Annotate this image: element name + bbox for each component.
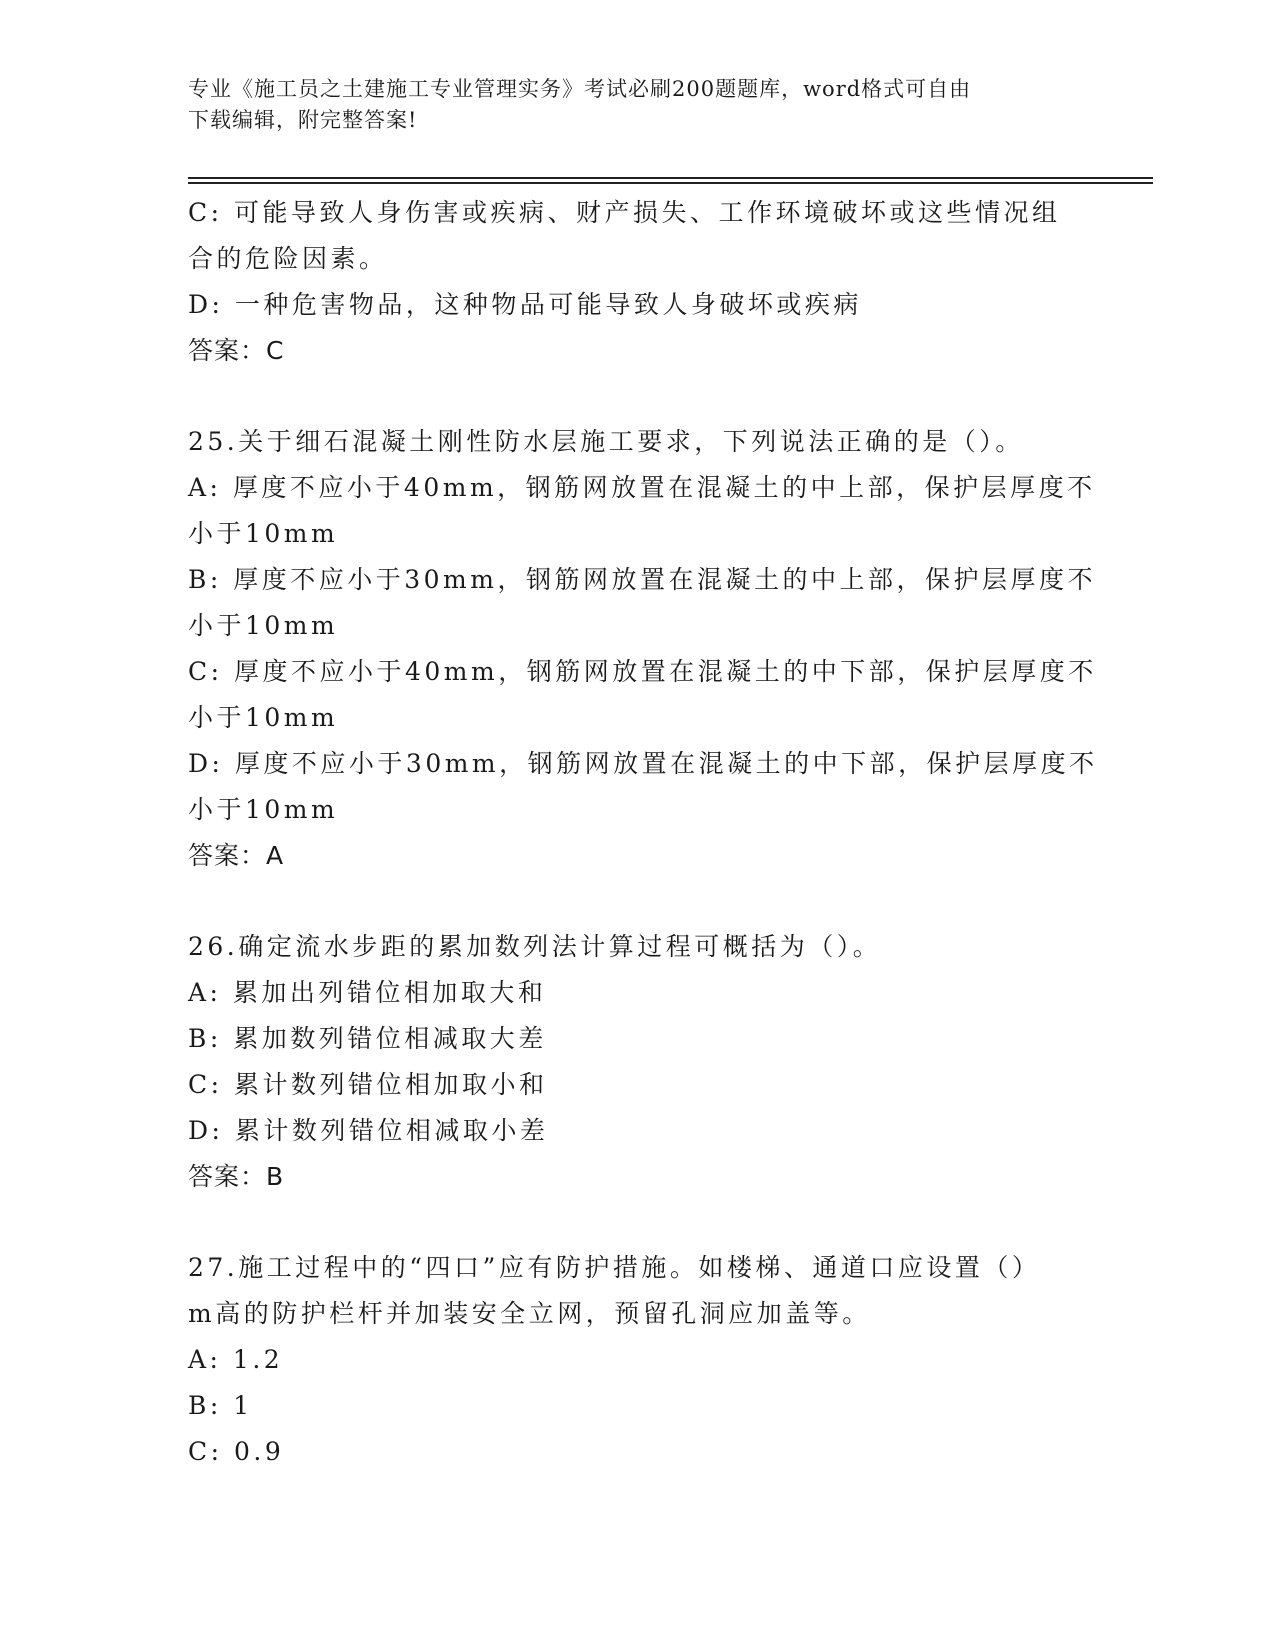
header-line-2: 下载编辑，附完整答案! bbox=[188, 108, 418, 132]
document-header bbox=[188, 74, 1068, 136]
question-content bbox=[188, 190, 1098, 1475]
option-c-line-1: C: 可能导致人身伤害或疾病、财产损失、工作环境破坏或这些情况组 bbox=[188, 198, 1061, 227]
option-a-line-1: A: 厚度不应小于40mm，钢筋网放置在混凝土的中上部，保护层厚度不 bbox=[188, 473, 1096, 502]
option-b: B: 1 bbox=[188, 1391, 253, 1420]
question-26 bbox=[188, 924, 1088, 1200]
option-b-line-2: 小于10mm bbox=[188, 611, 339, 640]
spacer bbox=[188, 1200, 1088, 1245]
spacer bbox=[188, 374, 1088, 419]
option-d-line-1: D: 厚度不应小于30mm，钢筋网放置在混凝土的中下部，保护层厚度不 bbox=[188, 749, 1098, 778]
option-c: C: 0.9 bbox=[188, 1437, 285, 1466]
question-27 bbox=[188, 1245, 1088, 1475]
option-c: C: 累计数列错位相加取小和 bbox=[188, 1070, 548, 1099]
option-a: A: 累加出列错位相加取大和 bbox=[188, 978, 547, 1007]
header-line-1: 专业《施工员之土建施工专业管理实务》考试必刷200题题库，word格式可自由 bbox=[188, 77, 972, 101]
option-b: B: 累加数列错位相减取大差 bbox=[188, 1024, 547, 1053]
option-a: A: 1.2 bbox=[188, 1345, 284, 1374]
answer: 答案：B bbox=[188, 1162, 285, 1191]
spacer bbox=[188, 879, 1088, 924]
question-stem: 25.关于细石混凝土刚性防水层施工要求，下列说法正确的是（）。 bbox=[188, 427, 1024, 456]
option-d: D: 累计数列错位相减取小差 bbox=[188, 1116, 549, 1145]
question-stem-line-1: 27.施工过程中的“四口”应有防护措施。如楼梯、通道口应设置（） bbox=[188, 1253, 1041, 1282]
question-stem-line-2: m高的防护栏杆并加装安全立网，预留孔洞应加盖等。 bbox=[188, 1299, 871, 1328]
option-c-line-1: C: 厚度不应小于40mm，钢筋网放置在混凝土的中下部，保护层厚度不 bbox=[188, 657, 1097, 686]
answer: 答案：A bbox=[188, 841, 285, 870]
option-b-line-1: B: 厚度不应小于30mm，钢筋网放置在混凝土的中上部，保护层厚度不 bbox=[188, 565, 1096, 594]
answer: 答案：C bbox=[188, 336, 285, 365]
question-24-tail bbox=[188, 190, 1088, 374]
header-divider-bottom bbox=[188, 182, 1153, 184]
option-c-line-2: 小于10mm bbox=[188, 703, 339, 732]
question-25 bbox=[188, 419, 1098, 879]
option-d-line-2: 小于10mm bbox=[188, 795, 339, 824]
header-divider-top bbox=[188, 177, 1153, 179]
option-a-line-2: 小于10mm bbox=[188, 519, 339, 548]
option-d: D: 一种危害物品，这种物品可能导致人身破坏或疾病 bbox=[188, 290, 862, 319]
question-stem: 26.确定流水步距的累加数列法计算过程可概括为（）。 bbox=[188, 932, 882, 961]
option-c-line-2: 合的危险因素。 bbox=[188, 244, 388, 273]
